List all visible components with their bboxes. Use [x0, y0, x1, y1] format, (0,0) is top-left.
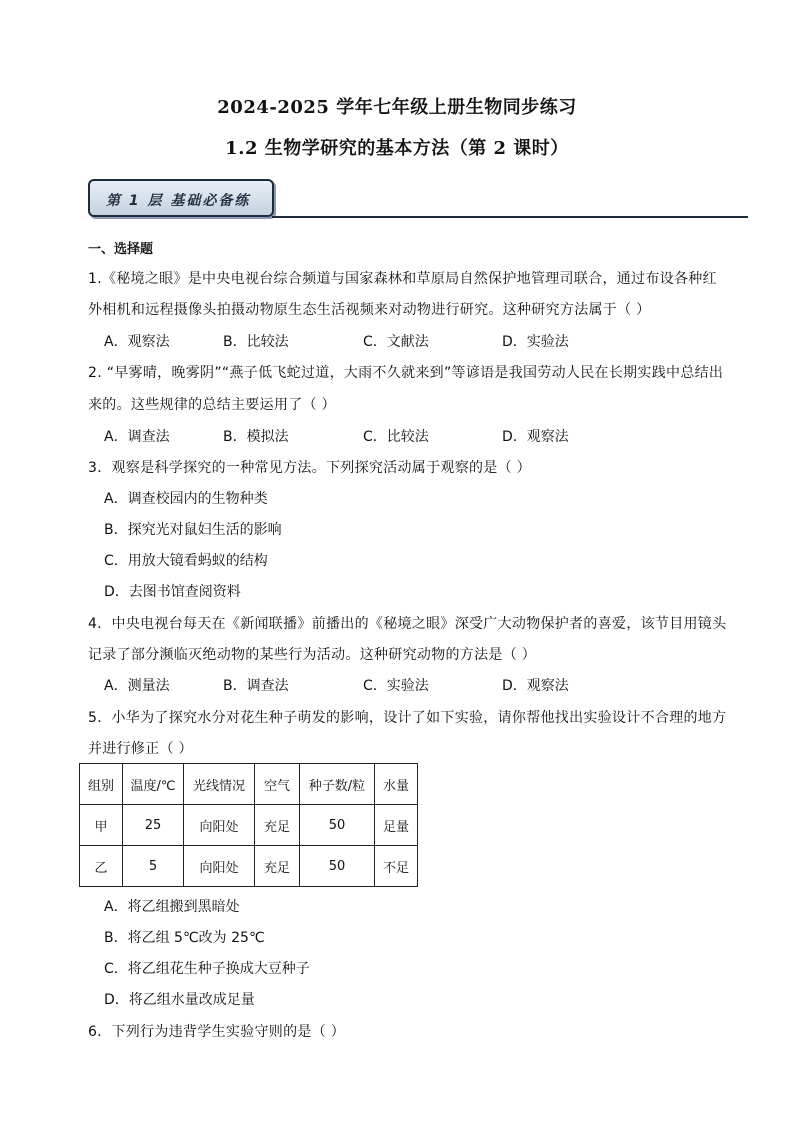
q2-option-b[interactable]: B．模拟法	[223, 429, 289, 445]
table-cell: 50	[300, 846, 375, 887]
q3-option-d[interactable]: D．去图书馆查阅资料	[104, 584, 241, 600]
table-header-cell: 温度/℃	[123, 764, 184, 805]
worksheet-title: 2024-2025 学年七年级上册生物同步练习	[217, 97, 577, 118]
q5-option-b[interactable]: B．将乙组 5℃改为 25℃	[104, 930, 265, 946]
table-cell: 25	[123, 805, 184, 846]
table-cell: 足量	[375, 805, 418, 846]
table-header-cell: 光线情况	[184, 764, 255, 805]
q5-text-line1: 5．小华为了探究水分对花生种子萌发的影响，设计了如下实验，请你帮他找出实验设计不合理的地方	[88, 710, 727, 726]
table-cell: 乙	[80, 846, 123, 887]
q5-option-d[interactable]: D．将乙组水量改成足量	[104, 992, 255, 1008]
q3-option-c[interactable]: C．用放大镜看蚂蚁的结构	[104, 553, 268, 569]
q3-text-line1: 3．观察是科学探究的一种常见方法。下列探究活动属于观察的是（ ）	[88, 460, 531, 476]
q5-text-line2: 并进行修正（ ）	[88, 741, 193, 757]
lesson-title: 1.2 生物学研究的基本方法（第 2 课时）	[225, 138, 569, 159]
q4-option-b[interactable]: B．调查法	[223, 678, 289, 694]
table-row	[80, 805, 418, 846]
q2-option-a[interactable]: A．调查法	[104, 429, 170, 445]
q4-option-a[interactable]: A．测量法	[104, 678, 170, 694]
q4-text-line1: 4．中央电视台每天在《新闻联播》前播出的《秘境之眼》深受广大动物保护者的喜爱，该节目用镜头	[88, 616, 727, 632]
experiment-table	[79, 763, 418, 887]
table-cell: 5	[123, 846, 184, 887]
table-header-cell: 种子数/粒	[300, 764, 375, 805]
table-cell: 充足	[255, 846, 300, 887]
q2-text-line2: 来的。这些规律的总结主要运用了（ ）	[88, 397, 336, 413]
q5-option-a[interactable]: A．将乙组搬到黑暗处	[104, 899, 240, 915]
q2-text-line1: 2. “早雾晴，晚雾阴”“燕子低飞蛇过道，大雨不久就来到”等谚语是我国劳动人民在长期实践中总结出	[88, 365, 724, 381]
q1-text-line2: 外相机和远程摄像头拍摄动物原生态生活视频来对动物进行研究。这种研究方法属于（ ）	[88, 302, 651, 318]
q1-option-a[interactable]: A．观察法	[104, 334, 170, 350]
q3-option-b[interactable]: B．探究光对鼠妇生活的影响	[104, 522, 282, 538]
table-cell: 充足	[255, 805, 300, 846]
table-cell: 不足	[375, 846, 418, 887]
q1-option-d[interactable]: D．实验法	[502, 334, 569, 350]
q1-option-c[interactable]: C．文献法	[363, 334, 429, 350]
q4-option-c[interactable]: C．实验法	[363, 678, 429, 694]
table-cell: 向阳处	[184, 846, 255, 887]
table-cell: 甲	[80, 805, 123, 846]
table-header-row	[80, 764, 418, 805]
q6-text-line1: 6．下列行为违背学生实验守则的是（ ）	[88, 1024, 346, 1040]
table-header-cell: 组别	[80, 764, 123, 805]
section-heading: 一、选择题	[88, 242, 154, 257]
q2-option-c[interactable]: C．比较法	[363, 429, 429, 445]
q4-text-line2: 记录了部分濒临灭绝动物的某些行为活动。这种研究动物的方法是（ ）	[88, 647, 537, 663]
q3-option-a[interactable]: A．调查校园内的生物种类	[104, 491, 268, 507]
table-row	[80, 846, 418, 887]
q5-option-c[interactable]: C．将乙组花生种子换成大豆种子	[104, 961, 310, 977]
table-cell: 向阳处	[184, 805, 255, 846]
table-header-cell: 水量	[375, 764, 418, 805]
q2-option-d[interactable]: D．观察法	[502, 429, 569, 445]
q1-text-line1: 1.《秘境之眼》是中央电视台综合频道与国家森林和草原局自然保护地管理司联合，通过布设各种红	[88, 271, 717, 287]
level-banner	[88, 179, 274, 217]
table-header-cell: 空气	[255, 764, 300, 805]
q1-option-b[interactable]: B．比较法	[223, 334, 289, 350]
q4-option-d[interactable]: D．观察法	[502, 678, 569, 694]
table-cell: 50	[300, 805, 375, 846]
banner-divider	[272, 216, 748, 218]
level-banner-text: 第 1 层 基础必备练	[106, 193, 251, 209]
